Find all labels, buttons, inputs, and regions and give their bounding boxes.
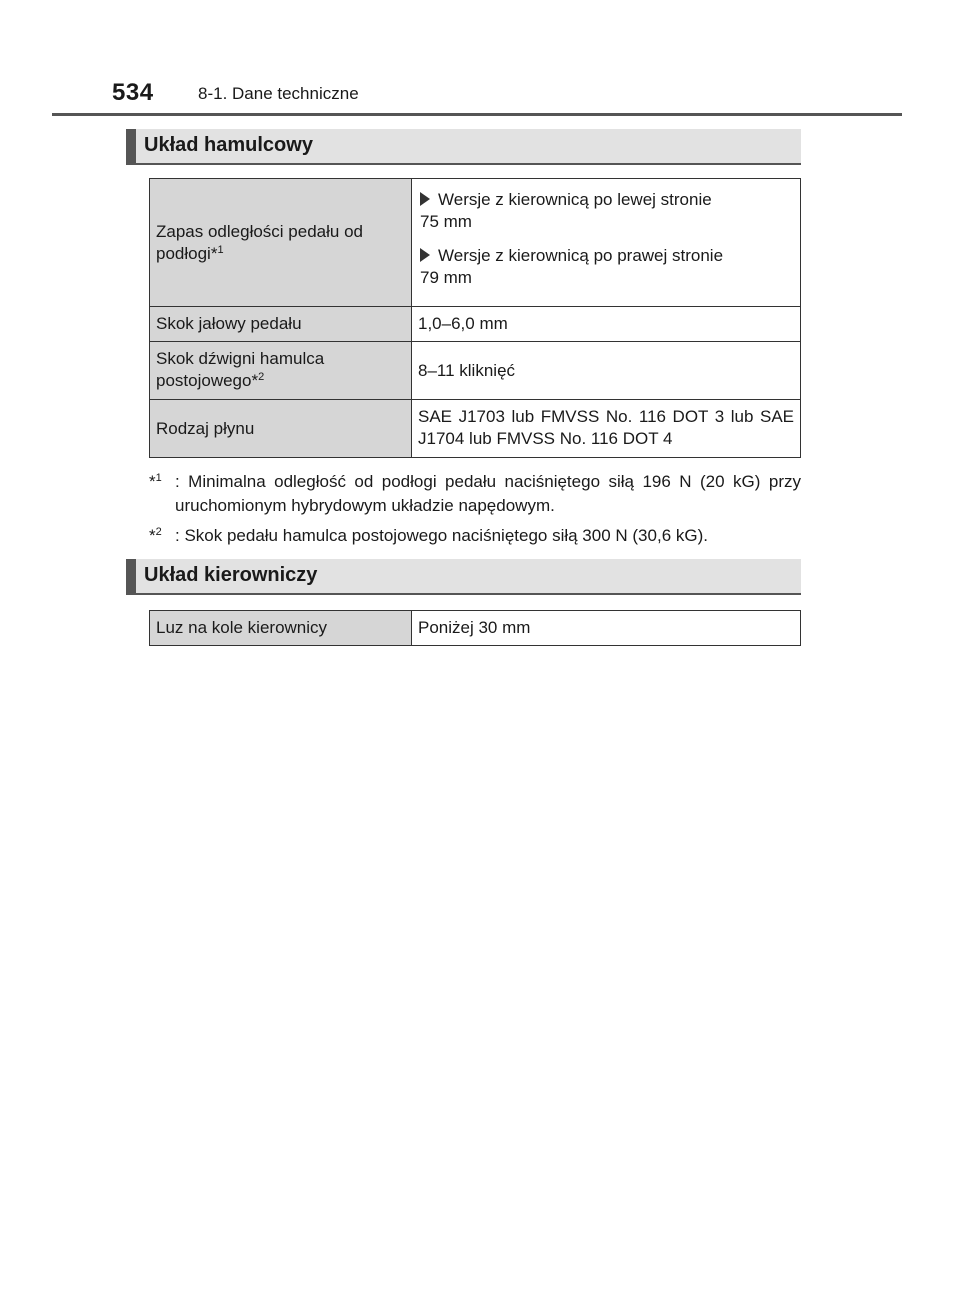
table-row [150,611,801,646]
spec-value [412,179,801,307]
option-item: Wersje z kierownicą po lewej stronie 75 mm [420,190,712,231]
section-title: Układ kierowniczy [144,564,318,586]
table-row [150,342,801,400]
footnote-1: *$^1$ : Minimalna odległość od podłogi pedału naciśniętego siłą 196 N (20 kG) przy uruchomionym hybrydowym układzie napędowym. [149,472,801,515]
table-row [150,307,801,342]
arrow-right-icon [420,248,430,262]
page-number: 534 [112,79,154,106]
option-item: Wersje z kierownicą po prawej stronie 79 mm [420,246,724,287]
spec-value: 8–11 kliknięć [412,342,801,400]
spec-label: Skok dźwigni hamulca postojowego*$^2$ [150,342,412,400]
section-marker [126,559,136,593]
table-row [150,179,801,307]
header-divider [52,113,902,116]
arrow-right-icon [420,192,430,206]
spec-value: SAE J1703 lub FMVSS No. 116 DOT 3 lub SAE J1704 lub FMVSS No. 116 DOT 4 [412,400,801,458]
spec-label: Rodzaj płynu [150,400,412,458]
spec-value: 1,0–6,0 mm [412,307,801,342]
brakes-spec-table [149,178,801,458]
section-marker [126,129,136,163]
chapter-title: 8-1. Dane techniczne [198,84,359,103]
table-row [150,400,801,458]
footnote-2: *$^2$ : Skok pedału hamulca postojowego naciśniętego siłą 300 N (30,6 kG). [149,526,708,545]
spec-value: Poniżej 30 mm [412,611,801,646]
page-header [0,0,960,116]
section-title: Układ hamulcowy [144,134,313,156]
spec-label: Zapas odległości pedału od podłogi*$^1$ [150,179,412,307]
spec-label: Skok jałowy pedału [150,307,412,342]
section-heading-brakes [126,129,801,165]
spec-label: Luz na kole kierownicy [150,611,412,646]
steering-spec-table [149,610,801,646]
section-heading-steering [126,559,801,595]
